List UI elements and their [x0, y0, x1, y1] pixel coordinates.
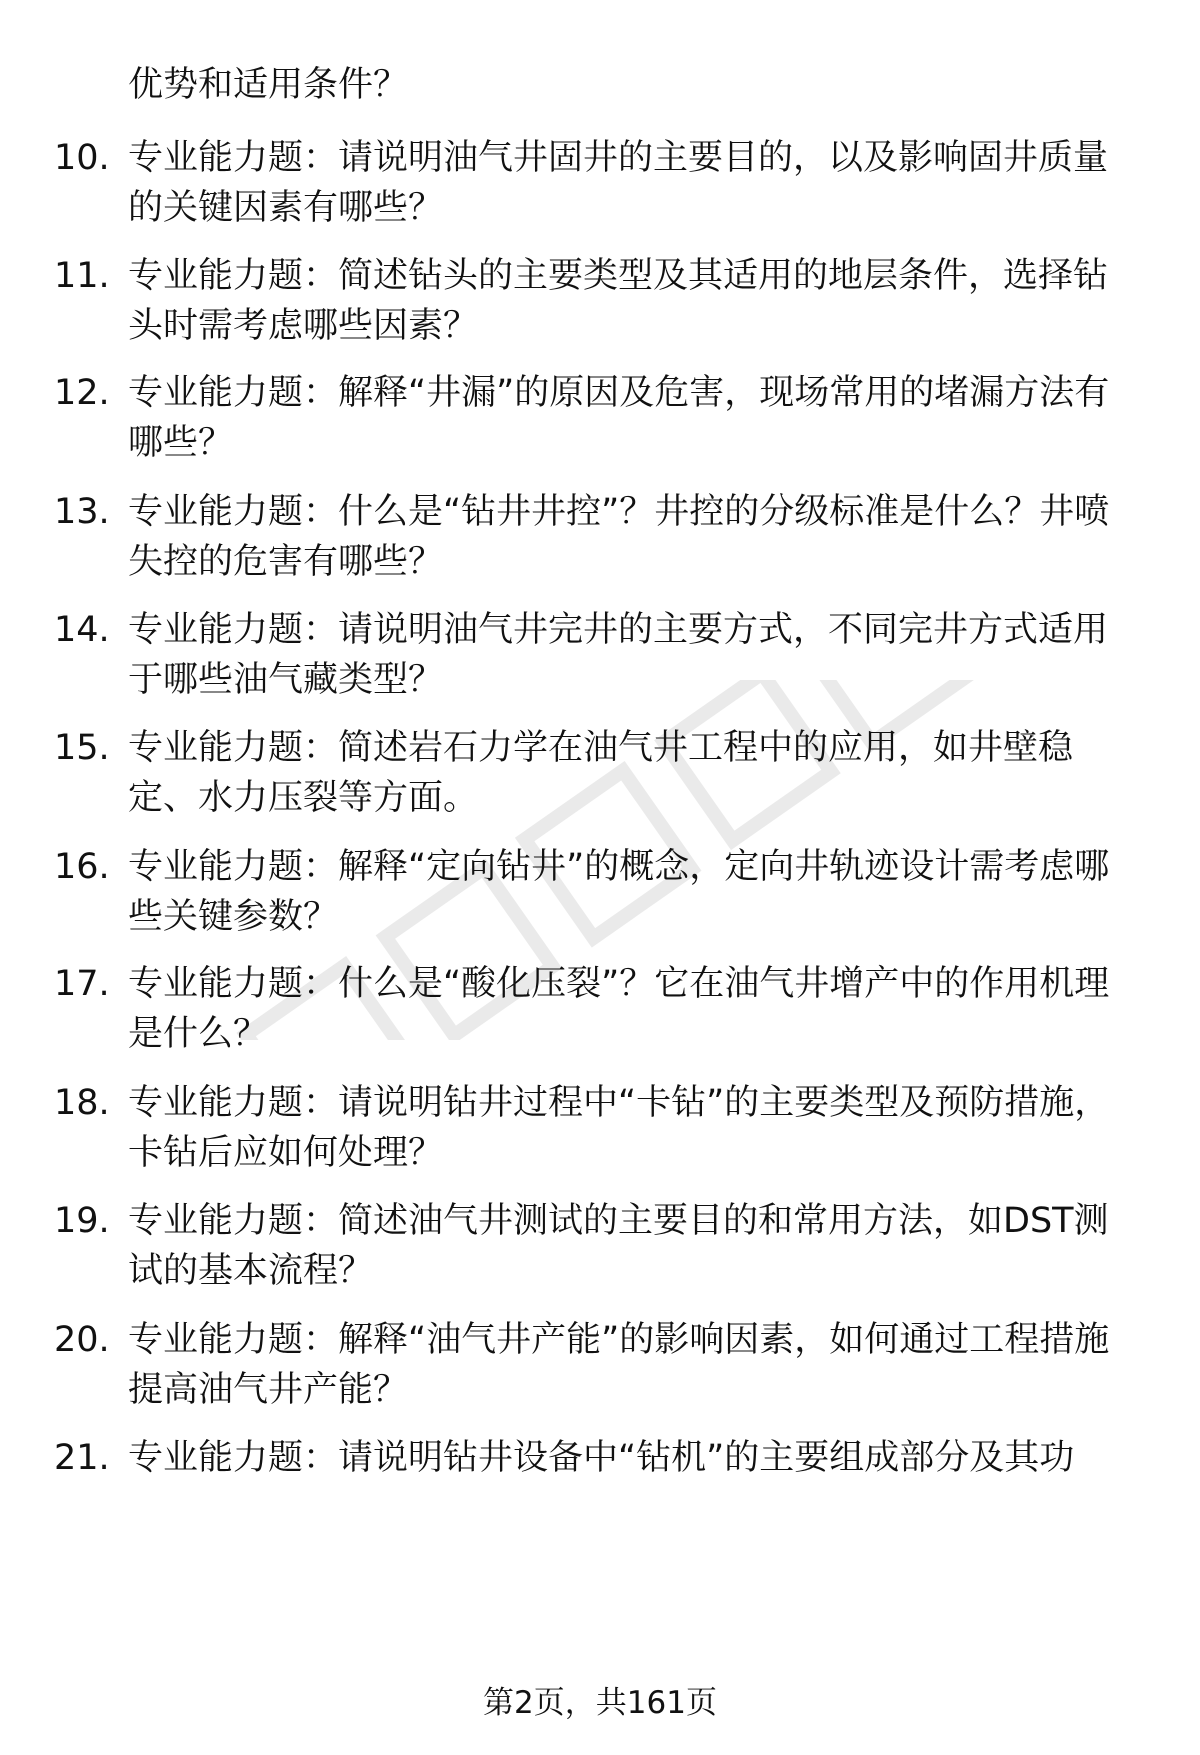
item-number: 16. — [54, 847, 110, 887]
item-text: 专业能力题：请说明钻井过程中“卡钻”的主要类型及预防措施，卡钻后应如何处理？ — [128, 1083, 1110, 1173]
item-number: 10. — [54, 138, 110, 178]
list-item — [0, 1196, 1200, 1296]
list-item — [0, 1078, 1200, 1178]
item-number: 15. — [54, 728, 110, 768]
list-item — [0, 723, 1200, 823]
item-text: 专业能力题：解释“定向钻井”的概念，定向井轨迹设计需考虑哪些关键参数？ — [128, 847, 1110, 937]
item-number: 17. — [54, 964, 110, 1004]
item-number: 19. — [54, 1201, 110, 1241]
item-text: 专业能力题：简述油气井测试的主要目的和常用方法，如DST测试的基本流程？ — [128, 1201, 1109, 1291]
item-text: 专业能力题：请说明钻井设备中“钻机”的主要组成部分及其功 — [128, 1438, 1075, 1478]
item-number: 21. — [54, 1438, 110, 1478]
item-text: 专业能力题：什么是“钻井井控”？井控的分级标准是什么？井喷失控的危害有哪些？ — [128, 492, 1110, 582]
list-item — [0, 487, 1200, 587]
item-text: 专业能力题：简述钻头的主要类型及其适用的地层条件，选择钻头时需考虑哪些因素？ — [128, 256, 1109, 346]
item-text: 专业能力题：什么是“酸化压裂”？它在油气井增产中的作用机理是什么？ — [128, 964, 1110, 1054]
item-number: 14. — [54, 610, 110, 650]
list-item — [0, 605, 1200, 705]
item-text: 专业能力题：请说明油气井完井的主要方式，不同完井方式适用于哪些油气藏类型？ — [128, 610, 1109, 700]
item-number: 20. — [54, 1320, 110, 1360]
item-number: 18. — [54, 1083, 110, 1123]
list-item — [0, 1315, 1200, 1415]
page-footer: 第2页，共161页 — [483, 1685, 717, 1721]
item-text: 专业能力题：简述岩石力学在油气井工程中的应用，如井壁稳定、水力压裂等方面。 — [128, 728, 1074, 818]
list-item — [0, 251, 1200, 351]
item-text: 专业能力题：请说明油气井固井的主要目的，以及影响固井质量的关键因素有哪些？ — [128, 138, 1109, 228]
list-item — [0, 133, 1200, 233]
item-text: 专业能力题：解释“油气井产能”的影响因素，如何通过工程措施提高油气井产能？ — [128, 1320, 1110, 1410]
list-item — [0, 842, 1200, 942]
continuation-text: 优势和适用条件？ — [128, 65, 409, 105]
item-number: 12. — [54, 373, 110, 413]
list-item — [0, 368, 1200, 468]
list-item — [0, 959, 1200, 1059]
list-item — [0, 1433, 1200, 1533]
item-text: 专业能力题：解释“井漏”的原因及危害，现场常用的堵漏方法有哪些？ — [128, 373, 1110, 463]
item-number: 13. — [54, 492, 110, 532]
item-number: 11. — [54, 256, 110, 296]
